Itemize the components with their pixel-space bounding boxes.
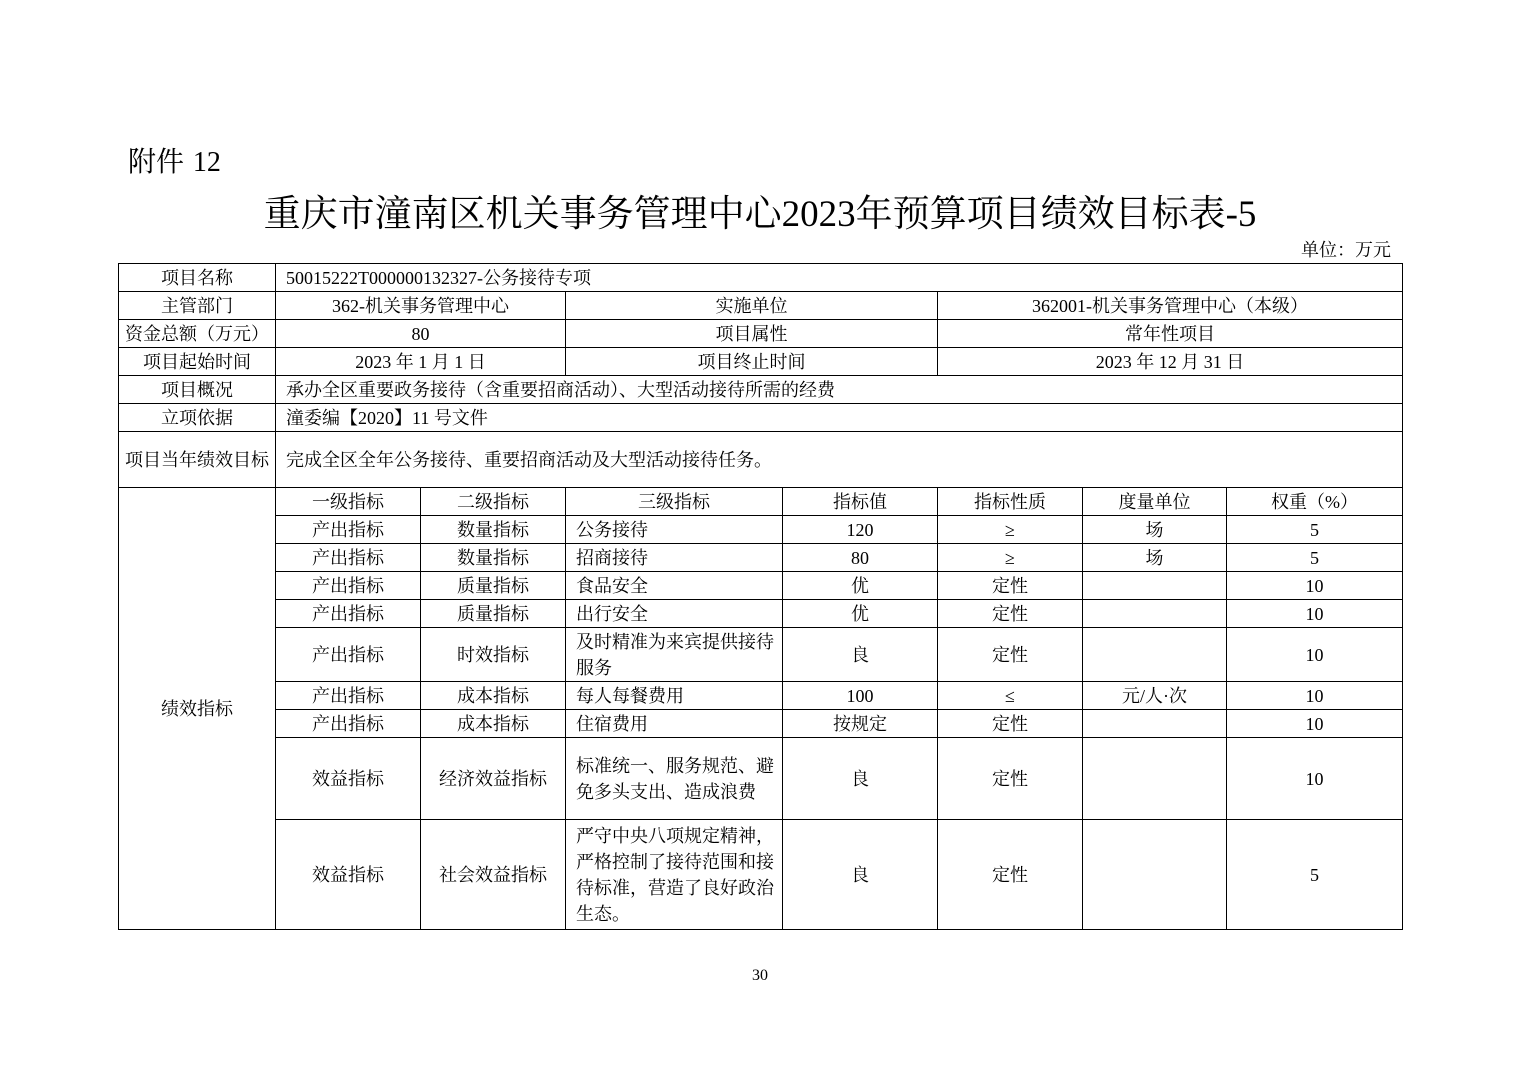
indicator-nature: 定性 <box>938 820 1083 930</box>
indicator-header-row <box>119 488 1403 516</box>
indicator-weight: 10 <box>1227 600 1403 628</box>
indicator-value: 按规定 <box>783 710 938 738</box>
indicator-level1: 产出指标 <box>276 710 421 738</box>
attachment-label <box>128 142 221 183</box>
attr-value: 常年性项目 <box>938 320 1403 348</box>
indicator-level2: 成本指标 <box>421 710 566 738</box>
indicator-level3: 招商接待 <box>566 544 783 572</box>
page-number: 30 <box>752 967 768 984</box>
indicator-nature: 定性 <box>938 710 1083 738</box>
indicator-weight: 10 <box>1227 682 1403 710</box>
indicator-value: 良 <box>783 628 938 682</box>
dept-value: 362-机关事务管理中心 <box>276 292 566 320</box>
indicator-level1: 效益指标 <box>276 738 421 820</box>
indicator-level1: 产出指标 <box>276 544 421 572</box>
indicator-level3: 严守中央八项规定精神，严格控制了接待范围和接待标准，营造了良好政治生态。 <box>566 820 783 930</box>
indicator-nature: ≥ <box>938 544 1083 572</box>
row-time <box>119 348 1403 376</box>
indicator-nature: ≥ <box>938 516 1083 544</box>
indicator-weight: 5 <box>1227 544 1403 572</box>
indicator-level2: 数量指标 <box>421 516 566 544</box>
indicator-weight: 10 <box>1227 572 1403 600</box>
project-name-value: 50015222T000000132327-公务接待专项 <box>276 264 1403 292</box>
attachment-number: 12 <box>192 147 221 178</box>
indicator-level3: 公务接待 <box>566 516 783 544</box>
indicator-nature: 定性 <box>938 572 1083 600</box>
row-project-name <box>119 264 1403 292</box>
indicator-nature: 定性 <box>938 628 1083 682</box>
indicator-weight: 10 <box>1227 738 1403 820</box>
indicator-value: 良 <box>783 820 938 930</box>
indicator-value: 80 <box>783 544 938 572</box>
impl-label: 实施单位 <box>566 292 938 320</box>
goal-label: 项目当年绩效目标 <box>119 432 276 488</box>
indicator-row <box>119 544 1403 572</box>
header-level2: 二级指标 <box>421 488 566 516</box>
indicator-row <box>119 710 1403 738</box>
indicator-level3: 标准统一、服务规范、避免多头支出、造成浪费 <box>566 738 783 820</box>
basis-label: 立项依据 <box>119 404 276 432</box>
indicator-level3: 住宿费用 <box>566 710 783 738</box>
impl-value: 362001-机关事务管理中心（本级） <box>938 292 1403 320</box>
indicator-unit <box>1083 600 1227 628</box>
indicator-level1: 效益指标 <box>276 820 421 930</box>
indicator-level2: 时效指标 <box>421 628 566 682</box>
indicator-level3: 每人每餐费用 <box>566 682 783 710</box>
indicator-nature: ≤ <box>938 682 1083 710</box>
indicator-value: 120 <box>783 516 938 544</box>
indicator-unit <box>1083 628 1227 682</box>
header-nature: 指标性质 <box>938 488 1083 516</box>
end-value: 2023 年 12 月 31 日 <box>938 348 1403 376</box>
indicator-unit <box>1083 710 1227 738</box>
indicator-level2: 质量指标 <box>421 572 566 600</box>
project-name-label: 项目名称 <box>119 264 276 292</box>
overview-label: 项目概况 <box>119 376 276 404</box>
indicator-row <box>119 572 1403 600</box>
indicator-value: 优 <box>783 600 938 628</box>
unit-label: 单位：万元 <box>1301 240 1391 260</box>
funds-label: 资金总额（万元） <box>119 320 276 348</box>
indicator-level2: 数量指标 <box>421 544 566 572</box>
indicator-value: 100 <box>783 682 938 710</box>
title-prefix: 重庆市潼南区机关事务管理中心 <box>263 192 782 235</box>
basis-value: 潼委编【2020】11 号文件 <box>276 404 1403 432</box>
indicator-row <box>119 628 1403 682</box>
page-title <box>0 190 1520 239</box>
start-label: 项目起始时间 <box>119 348 276 376</box>
indicator-level3: 出行安全 <box>566 600 783 628</box>
indicator-row <box>119 738 1403 820</box>
indicator-weight: 5 <box>1227 820 1403 930</box>
indicator-unit <box>1083 572 1227 600</box>
attachment-label-text: 附件 <box>128 145 185 178</box>
indicator-weight: 5 <box>1227 516 1403 544</box>
goal-value: 完成全区全年公务接待、重要招商活动及大型活动接待任务。 <box>276 432 1403 488</box>
indicator-nature: 定性 <box>938 600 1083 628</box>
indicator-level1: 产出指标 <box>276 600 421 628</box>
title-index: -5 <box>1225 194 1257 235</box>
indicators-label: 绩效指标 <box>119 488 276 930</box>
indicator-level3: 及时精准为来宾提供接待服务 <box>566 628 783 682</box>
header-unit: 度量单位 <box>1083 488 1227 516</box>
indicator-unit: 元/人·次 <box>1083 682 1227 710</box>
start-value: 2023 年 1 月 1 日 <box>276 348 566 376</box>
row-funds <box>119 320 1403 348</box>
title-year: 2023 <box>781 194 856 235</box>
row-overview <box>119 376 1403 404</box>
indicator-level1: 产出指标 <box>276 628 421 682</box>
header-level3: 三级指标 <box>566 488 783 516</box>
indicator-row <box>119 600 1403 628</box>
indicator-level2: 质量指标 <box>421 600 566 628</box>
indicator-level1: 产出指标 <box>276 516 421 544</box>
overview-value: 承办全区重要政务接待（含重要招商活动）、大型活动接待所需的经费 <box>276 376 1403 404</box>
indicator-level2: 社会效益指标 <box>421 820 566 930</box>
indicator-weight: 10 <box>1227 628 1403 682</box>
funds-value: 80 <box>276 320 566 348</box>
indicator-unit <box>1083 738 1227 820</box>
indicator-unit: 场 <box>1083 544 1227 572</box>
indicator-level1: 产出指标 <box>276 572 421 600</box>
indicator-level2: 成本指标 <box>421 682 566 710</box>
indicator-level3: 食品安全 <box>566 572 783 600</box>
indicator-unit: 场 <box>1083 516 1227 544</box>
row-basis <box>119 404 1403 432</box>
indicator-level2: 经济效益指标 <box>421 738 566 820</box>
indicator-value: 良 <box>783 738 938 820</box>
end-label: 项目终止时间 <box>566 348 938 376</box>
row-department <box>119 292 1403 320</box>
indicator-row <box>119 820 1403 930</box>
dept-label: 主管部门 <box>119 292 276 320</box>
indicator-level1: 产出指标 <box>276 682 421 710</box>
performance-target-table <box>118 263 1403 930</box>
indicator-weight: 10 <box>1227 710 1403 738</box>
indicator-value: 优 <box>783 572 938 600</box>
header-weight: 权重（%） <box>1227 488 1403 516</box>
header-level1: 一级指标 <box>276 488 421 516</box>
header-value: 指标值 <box>783 488 938 516</box>
attr-label: 项目属性 <box>566 320 938 348</box>
title-suffix: 年预算项目绩效目标表 <box>855 192 1226 235</box>
indicator-row <box>119 682 1403 710</box>
indicator-row <box>119 516 1403 544</box>
row-goal <box>119 432 1403 488</box>
indicator-nature: 定性 <box>938 738 1083 820</box>
indicator-unit <box>1083 820 1227 930</box>
